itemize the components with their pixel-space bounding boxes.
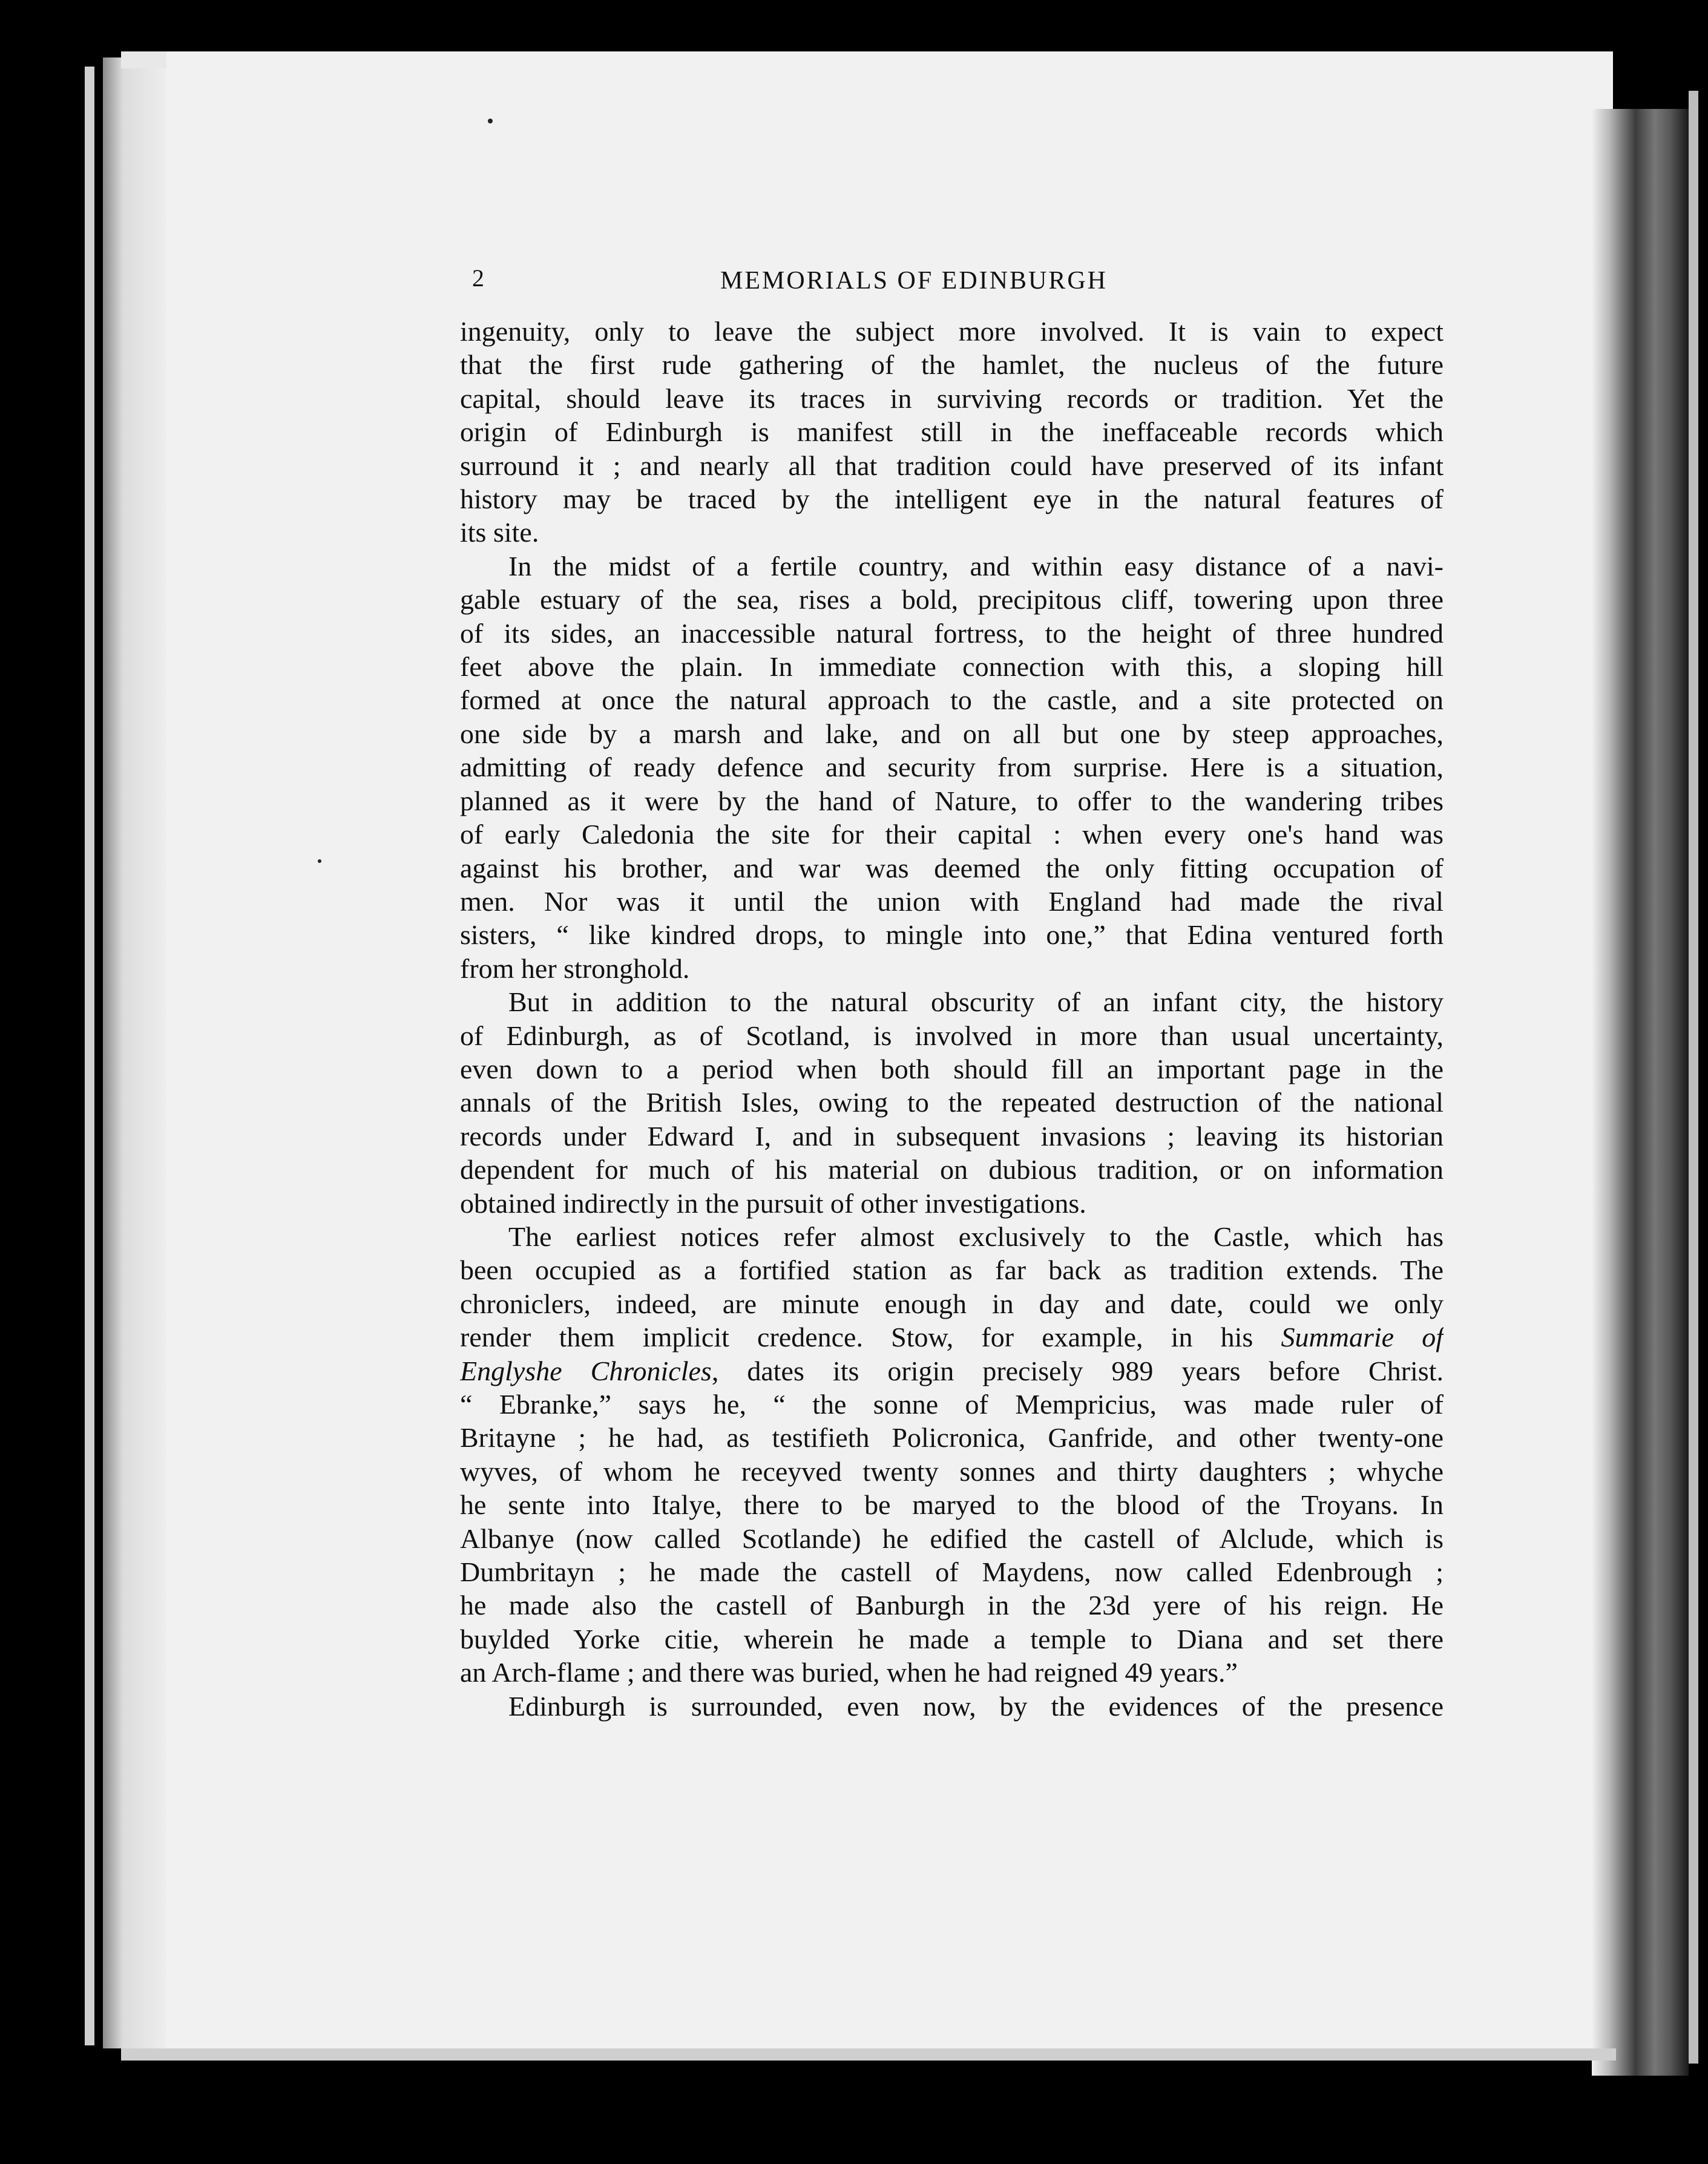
- text-line: “ Ebranke,” says he, “ the sonne of Mempricius, was made ruler of: [460, 1389, 1444, 1420]
- text-line: records under Edward I, and in subsequent invasions ; leaving its historian: [460, 1120, 1444, 1152]
- dust-speck: [488, 119, 493, 123]
- text-fragment: , dates its origin precisely 989 years before Christ.: [711, 1355, 1444, 1386]
- text-line: history may be traced by the intelligent eye in the natural features of: [460, 484, 1444, 515]
- right-page-edge: [1689, 91, 1698, 2064]
- text-line: chroniclers, indeed, are minute enough in day and date, could we only: [460, 1288, 1444, 1319]
- gutter-shadow: [1592, 109, 1689, 2076]
- text-line: In the midst of a fertile country, and within easy distance of a navi-: [508, 550, 1444, 582]
- text-line: surround it ; and nearly all that tradition could have preserved of its infant: [460, 450, 1444, 481]
- text-line: Edinburgh is surrounded, even now, by the evidences of the presence: [508, 1690, 1444, 1722]
- text-line: Albanye (now called Scotlande) he edified the castell of Alclude, which is: [460, 1523, 1444, 1554]
- text-line: wyves, of whom he receyved twenty sonnes and thirty daughters ; whyche: [460, 1455, 1444, 1487]
- text-line: dependent for much of his material on dubious tradition, or on information: [460, 1154, 1444, 1185]
- text-line: he made also the castell of Banburgh in the 23d yere of his reign. He: [460, 1590, 1444, 1621]
- text-line: Britayne ; he had, as testifieth Policronica, Ganfride, and other twenty-one: [460, 1422, 1444, 1454]
- text-line: from her stronghold.: [460, 952, 690, 984]
- text-line: of early Caledonia the site for their capital : when every one's hand was: [460, 819, 1444, 850]
- text-line: annals of the British Isles, owing to the repeated destruction of the national: [460, 1087, 1444, 1118]
- text-line: even down to a period when both should fill an important page in the: [460, 1053, 1444, 1084]
- italic-title: Englyshe Chronicles: [460, 1355, 712, 1386]
- text-line: ingenuity, only to leave the subject more involved. It is vain to expect: [460, 316, 1444, 347]
- running-title: MEMORIALS OF EDINBURGH: [720, 267, 1108, 295]
- body-text: [460, 315, 1444, 1723]
- italic-title: Summarie of: [1281, 1322, 1444, 1353]
- text-line: been occupied as a fortified station as far back as tradition extends. The: [460, 1254, 1444, 1286]
- text-fragment: render them implicit credence. Stow, for example, in his: [460, 1322, 1253, 1353]
- text-line: origin of Edinburgh is manifest still in the ineffaceable records which: [460, 416, 1444, 448]
- text-line: [460, 1354, 1444, 1388]
- text-line: an Arch-flame ; and there was buried, when he had reigned 49 years.”: [460, 1657, 1238, 1688]
- text-line: of its sides, an inaccessible natural fortress, to the height of three hundred: [460, 617, 1444, 649]
- text-line: feet above the plain. In immediate connection with this, a sloping hill: [460, 651, 1444, 683]
- binding-edge: [85, 67, 94, 2045]
- text-line: that the first rude gathering of the hamlet, the nucleus of the future: [460, 349, 1444, 381]
- text-line: men. Nor was it until the union with England had made the rival: [460, 885, 1444, 917]
- text-line: buylded Yorke citie, wherein he made a temple to Diana and set there: [460, 1623, 1444, 1654]
- text-line: obtained indirectly in the pursuit of other investigations.: [460, 1187, 1086, 1219]
- text-line: The earliest notices refer almost exclusively to the Castle, which has: [508, 1221, 1444, 1252]
- text-line: Dumbritayn ; he made the castell of Maydens, now called Edenbrough ;: [460, 1556, 1444, 1588]
- text-line: [460, 1320, 1444, 1354]
- bottom-page-edge: [121, 2048, 1616, 2061]
- text-line: gable estuary of the sea, rises a bold, precipitous cliff, towering upon three: [460, 584, 1444, 615]
- dust-speck: [318, 859, 321, 863]
- text-line: admitting of ready defence and security from surprise. Here is a situation,: [460, 752, 1444, 783]
- text-line: its site.: [460, 517, 539, 548]
- text-line: sisters, “ like kindred drops, to mingle into one,” that Edina ventured forth: [460, 919, 1444, 951]
- text-line: he sente into Italye, there to be maryed to the blood of the Troyans. In: [460, 1489, 1444, 1521]
- text-line: one side by a marsh and lake, and on all but one by steep approaches,: [460, 718, 1444, 749]
- text-line: But in addition to the natural obscurity of an infant city, the history: [508, 986, 1444, 1018]
- text-line: against his brother, and war was deemed the only fitting occupation of: [460, 852, 1444, 884]
- text-line: of Edinburgh, as of Scotland, is involved in more than usual uncertainty,: [460, 1020, 1444, 1051]
- page-number: 2: [472, 264, 484, 292]
- page-stack-edge: [103, 57, 169, 2048]
- text-line: capital, should leave its traces in surviving records or tradition. Yet the: [460, 382, 1444, 414]
- text-line: formed at once the natural approach to the castle, and a site protected on: [460, 684, 1444, 716]
- text-line: planned as it were by the hand of Nature, to offer to the wandering tribes: [460, 785, 1444, 816]
